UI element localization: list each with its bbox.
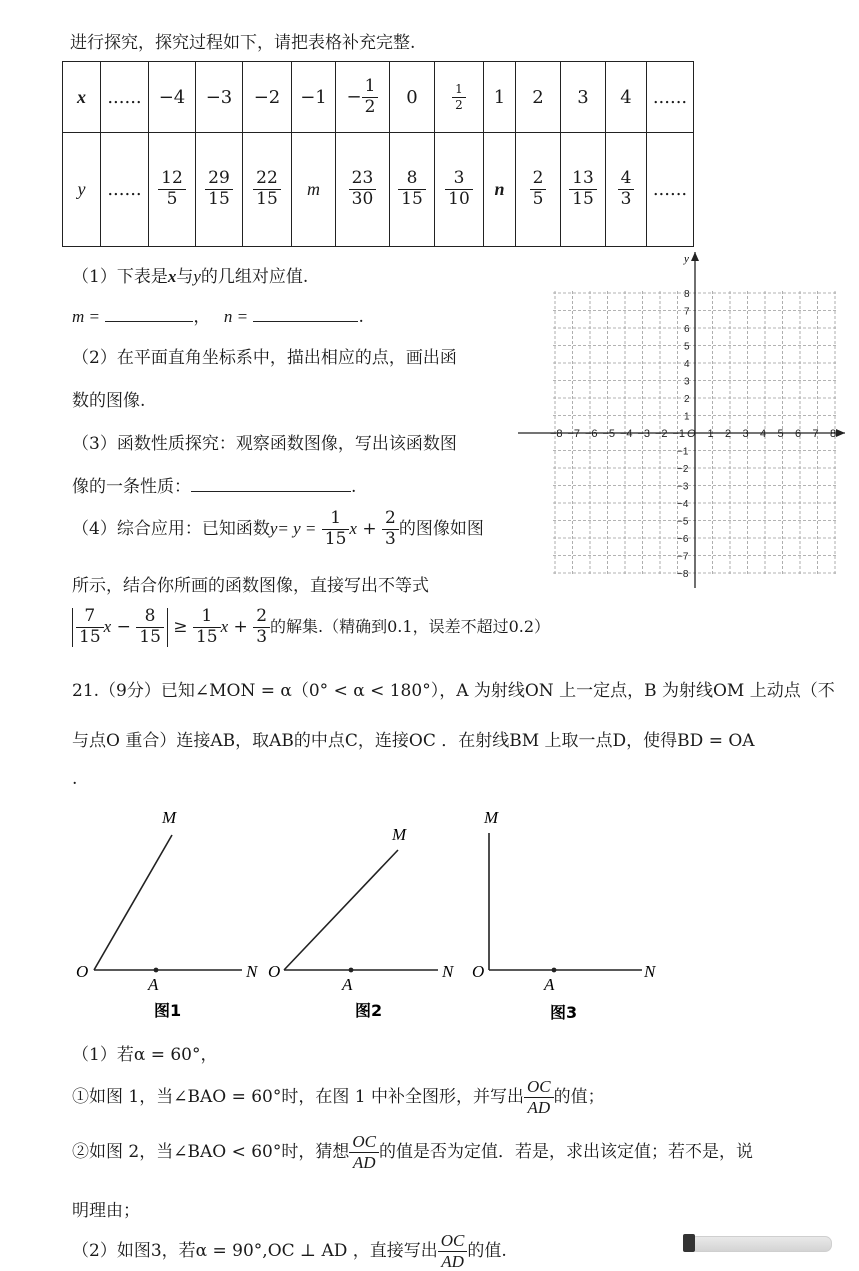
table-cell: −3 <box>196 62 243 133</box>
fig1-point-M: M <box>162 808 177 827</box>
table-cell: 1 <box>484 62 516 133</box>
y-tick-label: 6 <box>684 324 690 335</box>
x-tick-label: 8 <box>830 428 837 440</box>
y-tick-label: −5 <box>677 516 689 528</box>
table-cell: $\frac{29}{15}$ <box>196 133 243 247</box>
q2-line1: （2）在平面直角坐标系中，描出相应的点，画出函 <box>72 348 457 368</box>
x-tick-label: 1 <box>707 428 714 440</box>
table-cell: −2 <box>243 62 292 133</box>
fig2-caption: 图2 <box>355 1001 383 1020</box>
y-tick-label: −4 <box>677 499 689 510</box>
property-answer-blank[interactable] <box>191 477 351 492</box>
x-tick-label: −6 <box>585 428 598 440</box>
q21-line2: 与点O 重合）连接AB，取AB的中点C，连接OC ．在射线BM 上取一点D，使得BD = OA <box>72 731 755 751</box>
q4-inequality: $\frac{7}{15}$ x − $\frac{8}{15}$ ≥ $\frac{1}{15}$ x + $\frac{2}{3}$ 的解集.（精确到0.1，误差不超过0.2） <box>72 608 550 647</box>
x-header-cell: x <box>63 62 101 133</box>
table-cell: $\frac{12}{5}$ <box>149 133 196 247</box>
y-tick-label: 8 <box>684 289 690 300</box>
y-header-cell: y <box>63 133 101 247</box>
x-tick-label: −7 <box>567 428 581 440</box>
table-cell: $\frac{1}{2}$ <box>435 62 484 133</box>
table-cell: $\frac{3}{10}$ <box>435 133 484 247</box>
table-cell: $\frac{2}{5}$ <box>516 133 561 247</box>
x-tick-label: −3 <box>637 428 651 440</box>
q1-blanks: m = ， n = . <box>72 307 364 327</box>
horizontal-scrollbar[interactable] <box>690 1236 832 1252</box>
fig3-point-A: A <box>544 975 555 994</box>
x-tick-label: 4 <box>760 428 767 440</box>
y-axis-label: y <box>684 253 689 265</box>
sub1-text: （1）若α = 60°， <box>72 1045 218 1065</box>
x-axis-arrow-icon <box>836 429 845 437</box>
figure-1 <box>76 808 259 1020</box>
x-tick-label: −4 <box>620 428 633 440</box>
table-cell: 4 <box>606 62 647 133</box>
figure-3 <box>472 808 657 1022</box>
table-cell: m <box>292 133 336 247</box>
table-cell: $\frac{22}{15}$ <box>243 133 292 247</box>
y-tick-label: 7 <box>684 306 690 318</box>
fig2-point-M: M <box>392 825 407 844</box>
table-cell: 3 <box>561 62 606 133</box>
table-cell: ...... <box>647 133 694 247</box>
y-tick-label: 4 <box>684 359 690 370</box>
y-axis-arrow-icon <box>691 252 699 261</box>
y-tick-label: 5 <box>684 341 690 353</box>
fig2-point-N: N <box>442 962 454 981</box>
x-tick-label: 6 <box>795 428 802 440</box>
sub2-text: （2）如图3，若α = 90°,OC ⊥ AD ，直接写出 $\frac{OC}{AD}$ 的值. <box>72 1231 507 1271</box>
y-tick-label: 2 <box>684 394 690 405</box>
table-cell: $\frac{23}{30}$ <box>336 133 390 247</box>
fig3-point-N: N <box>644 962 656 981</box>
y-tick-label: −8 <box>677 569 689 580</box>
table-row-y <box>63 133 694 247</box>
table-cell: − $\frac{1}{2}$ <box>336 62 390 133</box>
y-tick-label: 3 <box>684 376 690 388</box>
coordinate-grid <box>518 248 848 593</box>
fig1-point-O: O <box>76 962 89 981</box>
figures-area <box>70 805 670 1030</box>
y-tick-label: −1 <box>677 446 689 458</box>
fig2-point-A: A <box>342 975 353 994</box>
x-tick-label: 7 <box>812 428 819 440</box>
q3-line1: （3）函数性质探究：观察函数图像，写出该函数图 <box>72 434 457 454</box>
table-cell: −1 <box>292 62 336 133</box>
figure-2 <box>268 825 455 1020</box>
fig3-point-M: M <box>484 808 499 827</box>
table-cell: $\frac{4}{3}$ <box>606 133 647 247</box>
table-cell: 2 <box>516 62 561 133</box>
table-cell: −4 <box>149 62 196 133</box>
xy-value-table <box>62 61 694 247</box>
table-cell: 0 <box>390 62 435 133</box>
fig1-point-A: A <box>148 975 159 994</box>
x-tick-label: 5 <box>777 428 784 440</box>
table-row-x <box>63 62 694 133</box>
q2-line2: 数的图像. <box>72 391 146 411</box>
q3-line2: 像的一条性质： . <box>72 477 357 497</box>
q21-line3: . <box>72 769 78 789</box>
q1-text: （1）下表是x与y的几组对应值. <box>72 267 309 287</box>
q4-line1: （4）综合应用：已知函数y= y = $\frac{1}{15}$ x + $\frac{2}{3}$ 的图像如图 <box>72 508 484 549</box>
x-tick-label: −8 <box>550 428 563 440</box>
table-cell: n <box>484 133 516 247</box>
x-tick-label: −5 <box>602 428 616 440</box>
fig1-point-N: N <box>246 962 258 981</box>
table-cell: $\frac{13}{15}$ <box>561 133 606 247</box>
q4-line2: 所示，结合你所画的函数图像，直接写出不等式 <box>72 576 429 596</box>
y-tick-label: −2 <box>677 464 689 475</box>
intro-text: 进行探究，探究过程如下，请把表格补充完整. <box>70 33 416 53</box>
x-tick-label: 3 <box>742 428 749 440</box>
scrollbar-thumb[interactable] <box>683 1234 695 1252</box>
table-cell: ...... <box>647 62 694 133</box>
q21-line1: 21.（9分）已知∠MON = α（0° < α < 180°），A 为射线ON 上一定点，B 为射线OM 上动点（不 <box>72 681 835 701</box>
fig3-point-O: O <box>472 962 485 981</box>
sub1b-line2: 明理由； <box>72 1201 140 1221</box>
sub1b-text: ②如图 2，当∠BAO < 60°时，猜想 $\frac{OC}{AD}$ 的值是否为定值．若是，求出该定值；若不是，说 <box>72 1132 753 1172</box>
table-cell: $\frac{8}{15}$ <box>390 133 435 247</box>
y-tick-label: 1 <box>684 411 690 423</box>
x-tick-label: −2 <box>655 428 668 440</box>
sub1a-text: ①如图 1，当∠BAO = 60°时，在图 1 中补全图形，并写出 $\frac{OC}{AD}$ 的值； <box>72 1077 605 1117</box>
x-tick-label: O <box>687 428 696 440</box>
fig1-caption: 图1 <box>154 1001 182 1020</box>
x-tick-label: 2 <box>725 428 732 440</box>
table-cell: ...... <box>101 133 149 247</box>
x-tick-label: −1 <box>672 428 686 440</box>
y-tick-label: −7 <box>677 551 689 563</box>
m-answer-blank[interactable] <box>105 307 193 322</box>
y-tick-label: −6 <box>677 534 689 545</box>
fig2-point-O: O <box>268 962 281 981</box>
table-cell: ...... <box>101 62 149 133</box>
y-tick-label: −3 <box>677 481 689 493</box>
fig3-caption: 图3 <box>550 1003 578 1022</box>
n-answer-blank[interactable] <box>253 307 358 322</box>
